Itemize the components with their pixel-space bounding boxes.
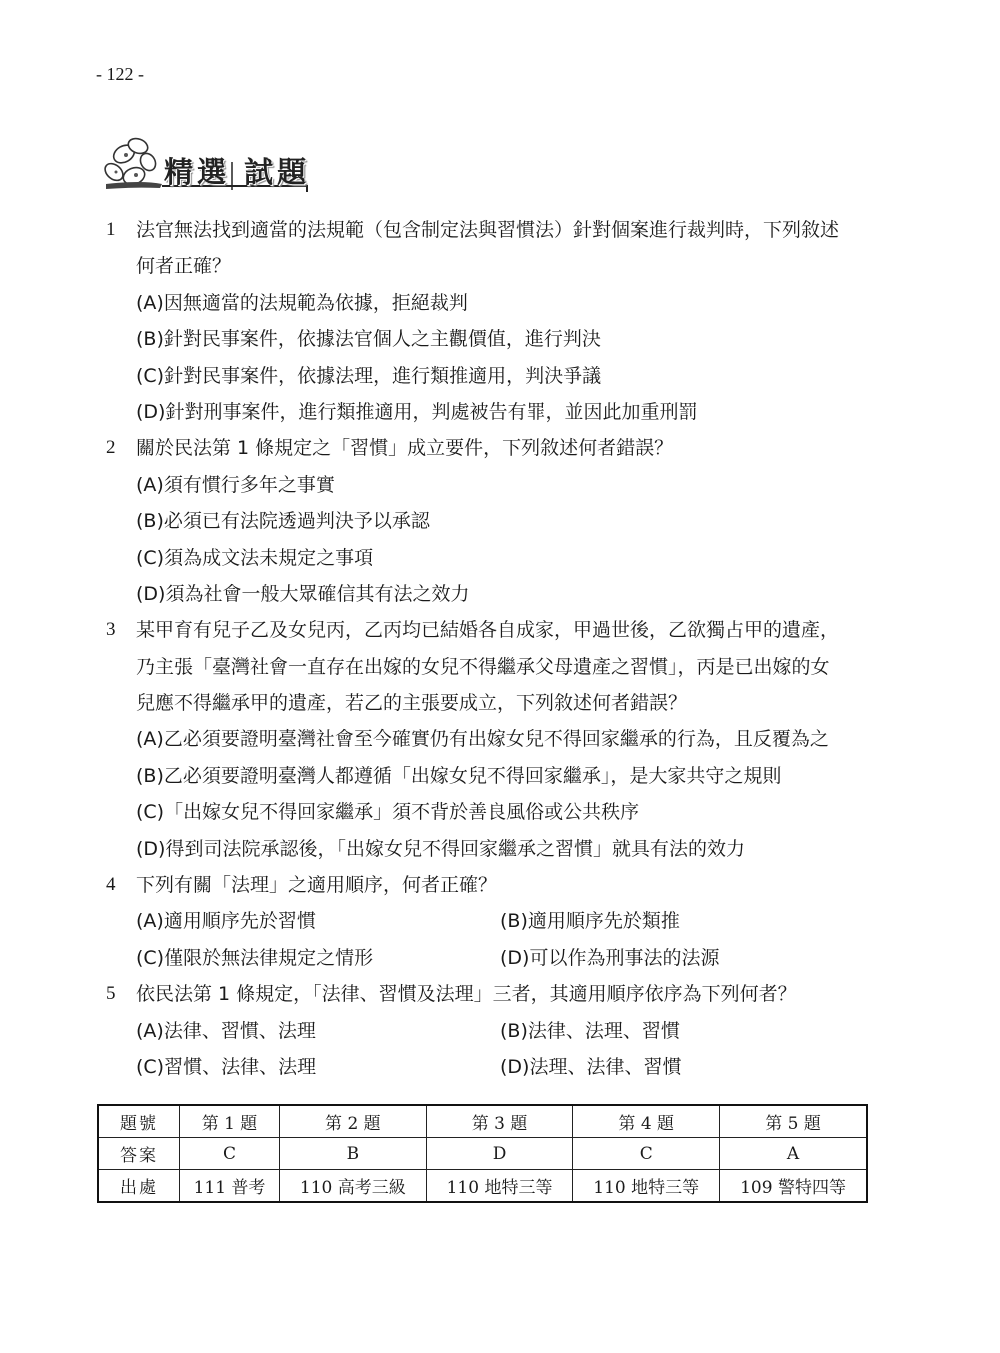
table-header-cell: 第 3 題 bbox=[426, 1105, 573, 1138]
table-row-label: 出處 bbox=[98, 1170, 180, 1203]
question-number: 4 bbox=[106, 874, 116, 896]
question-3 bbox=[0, 612, 1000, 867]
question-stem: 下列有關「法理」之適用順序，何者正確？ bbox=[136, 874, 498, 897]
table-row bbox=[98, 1105, 867, 1138]
option-a: (A)乙必須要證明臺灣社會至今確實仍有出嫁女兒不得回家繼承的行為，且反覆為之 bbox=[136, 728, 829, 751]
option-b: (B)法律、法理、習慣 bbox=[500, 1019, 680, 1042]
question-stem: 關於民法第 1 條規定之「習慣」成立要件，下列敘述何者錯誤？ bbox=[136, 437, 674, 460]
table-cell: 111 普考 bbox=[180, 1170, 280, 1203]
table-header-cell: 第 5 題 bbox=[720, 1105, 867, 1138]
option-d: (D)得到司法院承認後，「出嫁女兒不得回家繼承之習慣」就具有法的效力 bbox=[136, 837, 745, 860]
option-d: (D)針對刑事案件，進行類推適用，判處被告有罪，並因此加重刑罰 bbox=[136, 400, 698, 423]
question-list bbox=[0, 212, 1000, 1085]
table-cell: 110 地特三等 bbox=[426, 1170, 573, 1203]
option-a: (A)須有慣行多年之事實 bbox=[136, 473, 335, 496]
question-stem: 何者正確？ bbox=[136, 255, 232, 278]
option-c: (C)須為成文法未規定之事項 bbox=[136, 546, 374, 569]
question-number: 3 bbox=[106, 619, 116, 641]
question-stem: 某甲育有兒子乙及女兒丙，乙丙均已結婚各自成家，甲過世後，乙欲獨占甲的遺產， bbox=[136, 619, 840, 642]
question-2 bbox=[0, 430, 1000, 612]
option-row bbox=[0, 940, 1000, 976]
question-5 bbox=[0, 976, 1000, 1085]
question-4 bbox=[0, 867, 1000, 976]
option-c: (C)僅限於無法律規定之情形 bbox=[136, 946, 374, 969]
option-d: (D)須為社會一般大眾確信其有法之效力 bbox=[136, 582, 470, 605]
page-number: - 122 - bbox=[96, 64, 144, 84]
table-header-cell: 第 2 題 bbox=[280, 1105, 427, 1138]
option-row bbox=[0, 1013, 1000, 1049]
option-b: (B)針對民事案件，依據法官個人之主觀價值，進行判決 bbox=[136, 328, 601, 351]
table-cell: B bbox=[280, 1138, 427, 1170]
table-cell: A bbox=[720, 1138, 867, 1170]
option-b: (B)乙必須要證明臺灣人都遵循「出嫁女兒不得回家繼承」，是大家共守之規則 bbox=[136, 764, 782, 787]
table-header-cell: 第 1 題 bbox=[180, 1105, 280, 1138]
table-row bbox=[98, 1138, 867, 1170]
table-cell: 110 地特三等 bbox=[573, 1170, 720, 1203]
table-header-cell: 第 4 題 bbox=[573, 1105, 720, 1138]
table-cell: 110 高考三級 bbox=[280, 1170, 427, 1203]
question-stem: 依民法第 1 條規定，「法律、習慣及法理」三者，其適用順序依序為下列何者？ bbox=[136, 983, 797, 1006]
option-row bbox=[0, 903, 1000, 939]
section-title: 精選 試題 bbox=[164, 155, 311, 189]
option-c: (C)針對民事案件，依據法理，進行類推適用，判決爭議 bbox=[136, 364, 602, 387]
table-row bbox=[98, 1170, 867, 1203]
table-cell: C bbox=[573, 1138, 720, 1170]
question-stem: 法官無法找到適當的法規範（包含制定法與習慣法）針對個案進行裁判時，下列敘述 bbox=[136, 219, 840, 241]
option-d: (D)法理、法律、習慣 bbox=[500, 1055, 682, 1078]
question-number: 5 bbox=[106, 983, 116, 1005]
question-stem: 乃主張「臺灣社會一直存在出嫁的女兒不得繼承父母遺產之習慣」，丙是已出嫁的女 bbox=[136, 655, 830, 678]
option-a: (A)因無適當的法規範為依據，拒絕裁判 bbox=[136, 291, 468, 314]
table-cell: D bbox=[426, 1138, 573, 1170]
option-a: (A)法律、習慣、法理 bbox=[136, 1019, 316, 1042]
table-cell: 109 警特四等 bbox=[720, 1170, 867, 1203]
question-number: 2 bbox=[106, 437, 116, 459]
option-row bbox=[0, 1049, 1000, 1085]
table-row-label: 答案 bbox=[98, 1138, 180, 1170]
question-1 bbox=[0, 212, 1000, 430]
question-stem: 兒應不得繼承甲的遺產，若乙的主張要成立，下列敘述何者錯誤？ bbox=[136, 692, 688, 715]
option-c: (C)「出嫁女兒不得回家繼承」須不背於善良風俗或公共秩序 bbox=[136, 801, 640, 824]
option-b: (B)必須已有法院透過判決予以承認 bbox=[136, 510, 430, 533]
option-b: (B)適用順序先於類推 bbox=[500, 910, 680, 933]
question-number: 1 bbox=[106, 219, 116, 240]
table-header-cell: 題號 bbox=[98, 1105, 180, 1138]
option-c: (C)習慣、法律、法理 bbox=[136, 1055, 317, 1078]
option-a: (A)適用順序先於習慣 bbox=[136, 910, 316, 933]
answer-table bbox=[97, 1104, 868, 1203]
table-cell: C bbox=[180, 1138, 280, 1170]
section-heading bbox=[102, 132, 317, 200]
option-d: (D)可以作為刑事法的法源 bbox=[500, 946, 720, 969]
